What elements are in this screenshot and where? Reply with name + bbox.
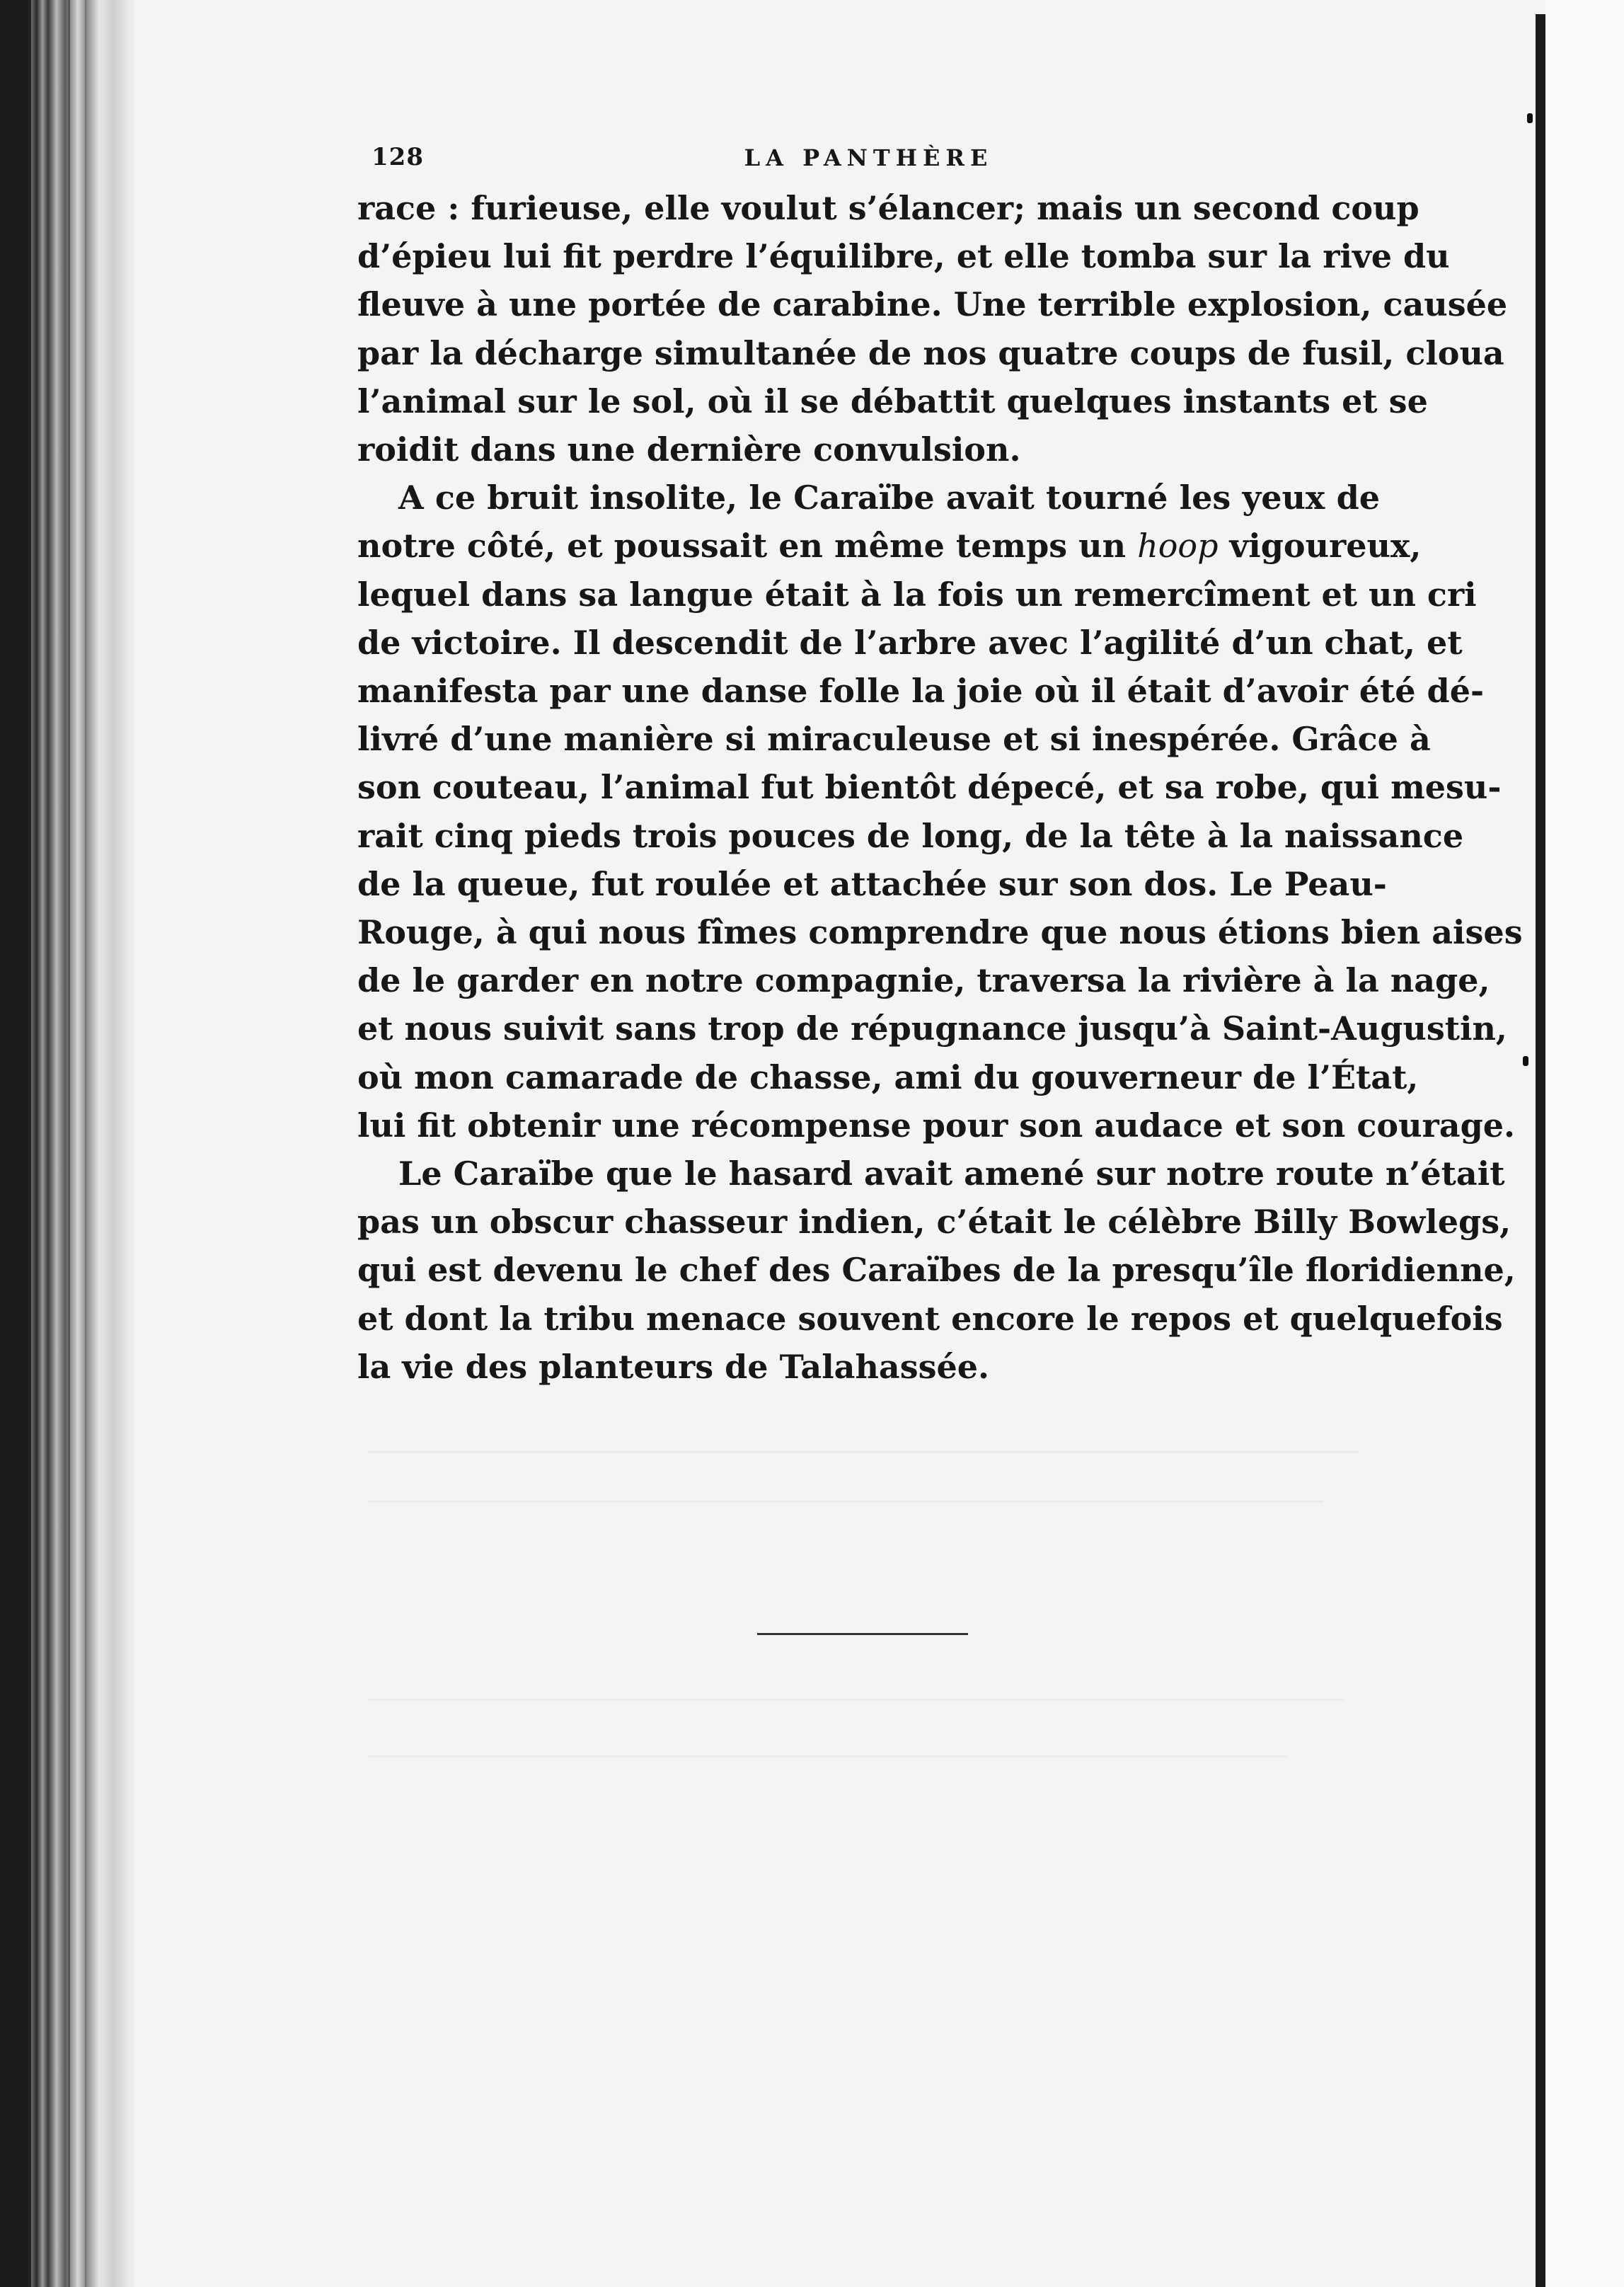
text-line: Rouge, à qui nous fîmes comprendre que nous étions bien aises — [357, 913, 1523, 952]
running-title: LA PANTHÈRE — [744, 144, 994, 171]
text-line: fleuve à une portée de carabine. Une terrible explosion, causée — [357, 285, 1508, 324]
text-line: pas un obscur chasseur indien, c’était le célèbre Billy Bowlegs, — [357, 1203, 1511, 1242]
text-line: où mon camarade de chasse, ami du gouverneur de l’État, — [357, 1057, 1419, 1096]
paragraph-2 — [357, 474, 1523, 1150]
gutter-line — [85, 0, 86, 2287]
speck — [1523, 1056, 1528, 1066]
speck — [1527, 113, 1533, 123]
text-line: de la queue, fut roulée et attachée sur son dos. Le Peau- — [357, 864, 1387, 903]
page-number: 128 — [372, 143, 424, 171]
section-end-rule — [757, 1633, 968, 1635]
bleed-through — [368, 1451, 1359, 1453]
text-line: race : furieuse, elle voulut s’élancer; mais un second coup — [357, 189, 1419, 227]
gutter-line — [68, 0, 70, 2287]
text-line: Le Caraïbe que le hasard avait amené sur notre route n’était — [398, 1154, 1505, 1193]
text-line: de victoire. Il descendit de l’arbre avec l’agilité d’un chat, et — [357, 623, 1463, 662]
text-line: livré d’une manière si miraculeuse et si inespérée. Grâce à — [357, 720, 1431, 759]
bleed-through — [368, 1755, 1288, 1758]
text-line: A ce bruit insolite, le Caraïbe avait tourné les yeux de — [398, 478, 1380, 517]
text-line: lequel dans sa langue était à la fois un remercîment et un cri — [357, 575, 1477, 614]
book-gutter — [0, 0, 134, 2287]
line-text: notre côté, et poussait en même temps un — [357, 527, 1138, 566]
page-edge — [1536, 14, 1545, 2287]
text-line: de le garder en notre compagnie, traversa la rivière à la nage, — [357, 961, 1490, 1000]
text-line: manifesta par une danse folle la joie où il était d’avoir été dé- — [357, 672, 1485, 711]
text-line: l’animal sur le sol, où il se débattit quelques instants et se — [357, 382, 1428, 420]
italic-word: hoop — [1137, 527, 1219, 566]
gutter-line — [28, 0, 31, 2287]
text-line: rait cinq pieds trois pouces de long, de la tête à la naissance — [357, 816, 1464, 855]
text-line: d’épieu lui fit perdre l’équilibre, et elle tomba sur la rive du — [357, 237, 1450, 276]
text-line: et dont la tribu menace souvent encore le repos et quelquefois — [357, 1299, 1503, 1338]
paragraph-3 — [357, 1150, 1516, 1391]
text-line: qui est devenu le chef des Caraïbes de la presqu’île floridienne, — [357, 1251, 1516, 1290]
text-line: lui fit obtenir une récompense pour son audace et son courage. — [357, 1106, 1516, 1145]
text-line: la vie des planteurs de Talahassée. — [357, 1347, 990, 1386]
text-block — [357, 134, 1523, 1391]
text-line: roidit dans une dernière convulsion. — [357, 430, 1021, 469]
right-margin — [1545, 0, 1624, 2287]
bleed-through — [368, 1699, 1344, 1701]
line-text: vigoureux, — [1218, 527, 1422, 566]
paragraph-1 — [357, 184, 1508, 474]
text-line: par la décharge simultanée de nos quatre coups de fusil, cloua — [357, 333, 1504, 372]
running-head — [357, 134, 1380, 184]
text-line: et nous suivit sans trop de répugnance jusqu’à Saint-Augustin, — [357, 1009, 1507, 1048]
bleed-through — [368, 1501, 1323, 1503]
text-line: son couteau, l’animal fut bientôt dépecé, et sa robe, qui mesu- — [357, 768, 1502, 807]
text-line-with-italic — [357, 522, 1422, 570]
